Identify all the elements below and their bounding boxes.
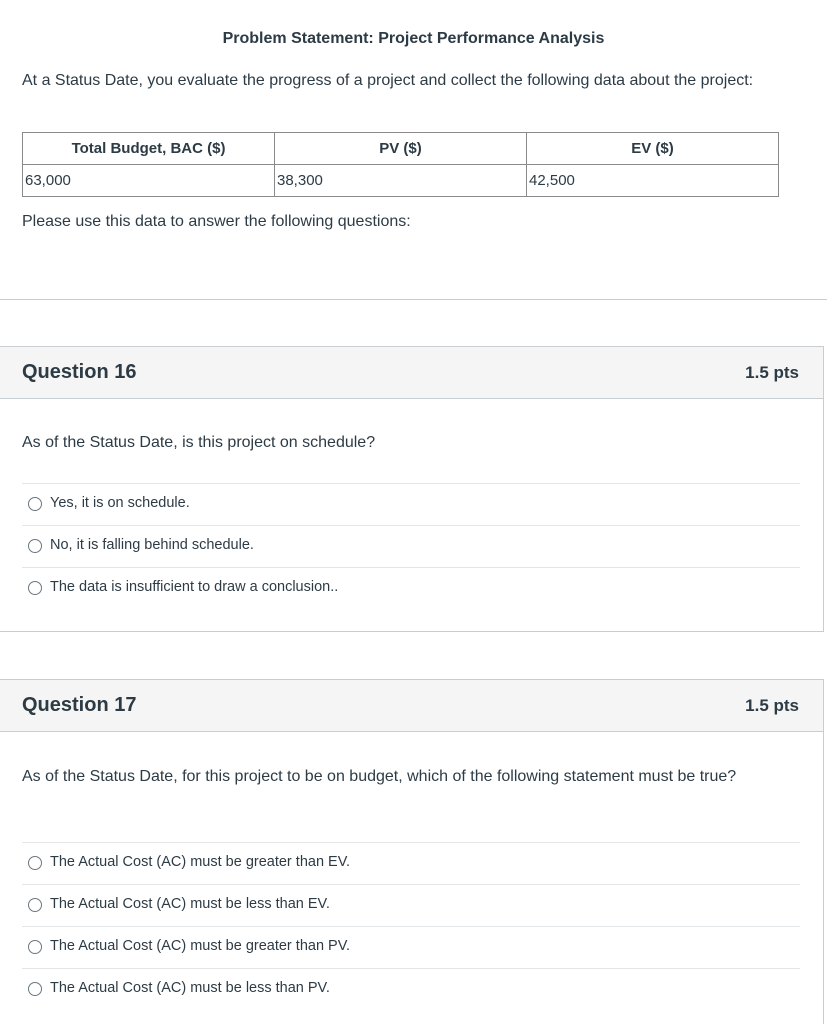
answer-option[interactable] <box>22 567 800 609</box>
question-header <box>0 347 823 399</box>
radio-button[interactable] <box>28 856 42 870</box>
project-data-table <box>22 132 779 197</box>
answer-label[interactable]: Yes, it is on schedule. <box>50 495 190 511</box>
radio-button[interactable] <box>28 539 42 553</box>
radio-button[interactable] <box>28 898 42 912</box>
answer-option[interactable] <box>22 968 800 1010</box>
answer-option[interactable] <box>22 884 800 926</box>
table-cell-ev: 42,500 <box>527 165 779 197</box>
table-header-row <box>23 133 779 165</box>
answer-list <box>22 842 800 1010</box>
question-text: As of the Status Date, is this project on schedule? <box>22 434 376 451</box>
answer-label[interactable]: The Actual Cost (AC) must be less than PV. <box>50 980 330 996</box>
answer-option[interactable] <box>22 525 800 567</box>
answer-label[interactable]: The Actual Cost (AC) must be greater than EV. <box>50 854 351 870</box>
question-title: Question 17 <box>22 694 137 716</box>
question-points: 1.5 pts <box>745 363 799 382</box>
answer-label[interactable]: The Actual Cost (AC) must be greater than PV. <box>50 938 351 954</box>
question-text: As of the Status Date, for this project to be on budget, which of the following statement must be true? <box>22 768 737 785</box>
instructions-text: Please use this data to answer the following questions: <box>22 213 411 230</box>
table-cell-pv: 38,300 <box>275 165 527 197</box>
answer-option[interactable] <box>22 842 800 884</box>
radio-button[interactable] <box>28 940 42 954</box>
answer-label[interactable]: The data is insufficient to draw a conclusion.. <box>50 579 339 595</box>
problem-title: Problem Statement: Project Performance Analysis <box>222 30 605 47</box>
radio-button[interactable] <box>28 982 42 996</box>
answer-label[interactable]: No, it is falling behind schedule. <box>50 537 254 553</box>
question-17-card <box>0 679 824 1024</box>
question-header <box>0 680 823 732</box>
problem-statement-section <box>0 0 827 300</box>
question-16-card <box>0 346 824 632</box>
question-points: 1.5 pts <box>745 696 799 715</box>
radio-button[interactable] <box>28 497 42 511</box>
problem-description: At a Status Date, you evaluate the progress of a project and collect the following data about the project: <box>22 72 754 89</box>
radio-button[interactable] <box>28 581 42 595</box>
question-title: Question 16 <box>22 361 137 383</box>
table-header-ev: EV ($) <box>527 133 779 165</box>
answer-label[interactable]: The Actual Cost (AC) must be less than EV. <box>50 896 330 912</box>
table-header-pv: PV ($) <box>275 133 527 165</box>
table-row <box>23 165 779 197</box>
answer-list <box>22 483 800 609</box>
answer-option[interactable] <box>22 483 800 525</box>
table-cell-bac: 63,000 <box>23 165 275 197</box>
table-header-bac: Total Budget, BAC ($) <box>23 133 275 165</box>
answer-option[interactable] <box>22 926 800 968</box>
